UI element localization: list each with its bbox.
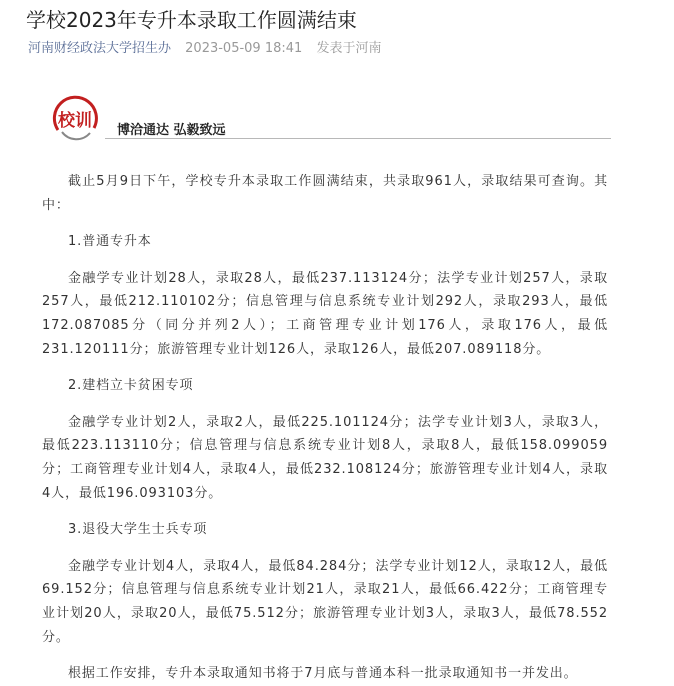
logo-text: 校训 <box>58 111 92 131</box>
publish-date: 2023-05-09 18:41 <box>185 41 303 56</box>
motto-banner <box>45 92 615 142</box>
article-title: 学校2023年专升本录取工作圆满结束 <box>26 8 357 32</box>
section-3-heading: 3.退役大学生士兵专项 <box>68 522 208 538</box>
article-meta <box>28 40 381 58</box>
section-1-paragraph: 金融学专业计划28人，录取28人，最低237.113124分；法学专业计划257人，录取257人，最低212.110102分；信息管理与信息系统专业计划292人，录取293人，最低172.087085分（同分并列2人）；工商管理专业计划176人，录取176人，最低231.120111分；旅游管理专业计划126人，录取126人，最低207.089118分。 <box>42 270 608 357</box>
section-3-paragraph: 金融学专业计划4人，录取4人，最低84.284分；法学专业计划12人，录取12人，最低69.152分；信息管理与信息系统专业计划21人，录取21人，最低66.422分；工商管理专业计划20人，录取20人，最低75.512分；旅游管理专业计划3人，录取3人，最低78.552分。 <box>42 558 608 645</box>
section-2-paragraph: 金融学专业计划2人，录取2人，最低225.101124分；法学专业计划3人，录取3人，最低223.113110分；信息管理与信息系统专业计划8人，录取8人，最低158.099059分；工商管理专业计划4人，录取4人，最低232.108124分；旅游管理专业计划4人，录取4人，最低196.093103分。 <box>42 414 608 501</box>
section-2-heading: 2.建档立卡贫困专项 <box>68 378 194 394</box>
section-1-heading: 1.普通专升本 <box>68 234 152 250</box>
article-body <box>42 170 608 686</box>
account-name-link[interactable]: 河南财经政法大学招生办 <box>28 41 172 56</box>
banner-divider <box>105 138 611 139</box>
closing-paragraph: 根据工作安排，专升本录取通知书将于7月底与普通本科一批录取通知书一并发出。 <box>68 666 578 682</box>
intro-paragraph: 截止5月9日下午，学校专升本录取工作圆满结束，共录取961人，录取结果可查询。其中： <box>42 174 608 213</box>
publish-location: 发表于河南 <box>316 41 382 56</box>
motto-text: 博洽通达 弘毅致远 <box>117 123 226 138</box>
